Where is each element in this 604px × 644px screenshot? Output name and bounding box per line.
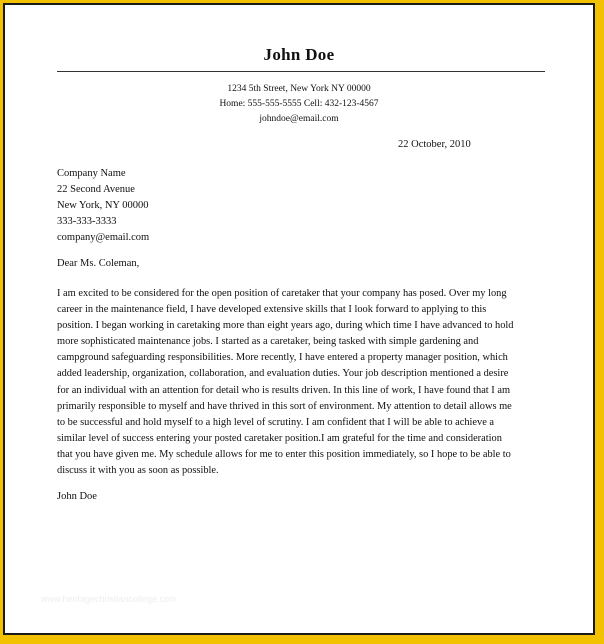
sender-name: John Doe — [263, 45, 335, 64]
body-line: added leadership, organization, collaboration, and evaluation duties. Your job description mentioned a desire — [57, 368, 509, 380]
letter-body — [57, 286, 547, 479]
body-line: position. I began working in caretaking more than eight years ago, during which time I have advanced to hold — [57, 320, 514, 332]
body-line: discuss it with you as soon as possible. — [57, 465, 219, 477]
body-line: to be successful and hold myself to a high level of scrutiny. I am confident that I will be able to achieve a — [57, 416, 495, 428]
body-line: campground safeguarding responsibilities. More recently, I have entered a property manager position, which — [57, 352, 508, 364]
letter-date: 22 October, 2010 — [398, 139, 471, 150]
salutation: Dear Ms. Coleman, — [57, 258, 140, 269]
body-line: career in the maintenance field, I have developed extensive skills that I look forward to applying to this — [57, 304, 487, 316]
body-line: for an individual with an attention for detail who is results driven. In this line of work, I have found that I am — [57, 384, 511, 396]
body-line: similar level of success entering your posted caretaker position.I am grateful for the time and consideration — [57, 432, 502, 444]
recipient-email: company@email.com — [57, 232, 150, 243]
recipient-city: New York, NY 00000 — [57, 200, 149, 211]
recipient-block — [57, 166, 149, 246]
signoff-name: John Doe — [57, 491, 97, 502]
recipient-company: Company Name — [57, 168, 126, 179]
sender-phones: Home: 555-555-5555 Cell: 432-123-4567 — [219, 99, 379, 109]
sender-contact-block — [5, 82, 593, 127]
recipient-street: 22 Second Avenue — [57, 184, 135, 195]
body-line: more sophisticated maintenance jobs. I started as a caretaker, being tasked with simple gardening and — [57, 336, 479, 348]
letter-frame — [3, 3, 595, 635]
sender-email: johndoe@email.com — [259, 114, 339, 124]
sender-address: 1234 5th Street, New York NY 00000 — [227, 84, 371, 94]
header-divider — [57, 71, 545, 72]
watermark: www.heritagechristiancollege.com — [41, 594, 177, 604]
letter-page — [5, 5, 593, 633]
body-line: primarily responsible to myself and have thrived in this sort of environment. My attention to detail allows me — [57, 400, 512, 412]
body-line: I am excited to be considered for the open position of caretaker that your company has posed. Over my long — [57, 288, 507, 299]
body-line: that you have given me. My schedule allows for me to enter this position immediately, so I hope to be able to — [57, 448, 511, 460]
recipient-phone: 333-333-3333 — [57, 216, 117, 227]
